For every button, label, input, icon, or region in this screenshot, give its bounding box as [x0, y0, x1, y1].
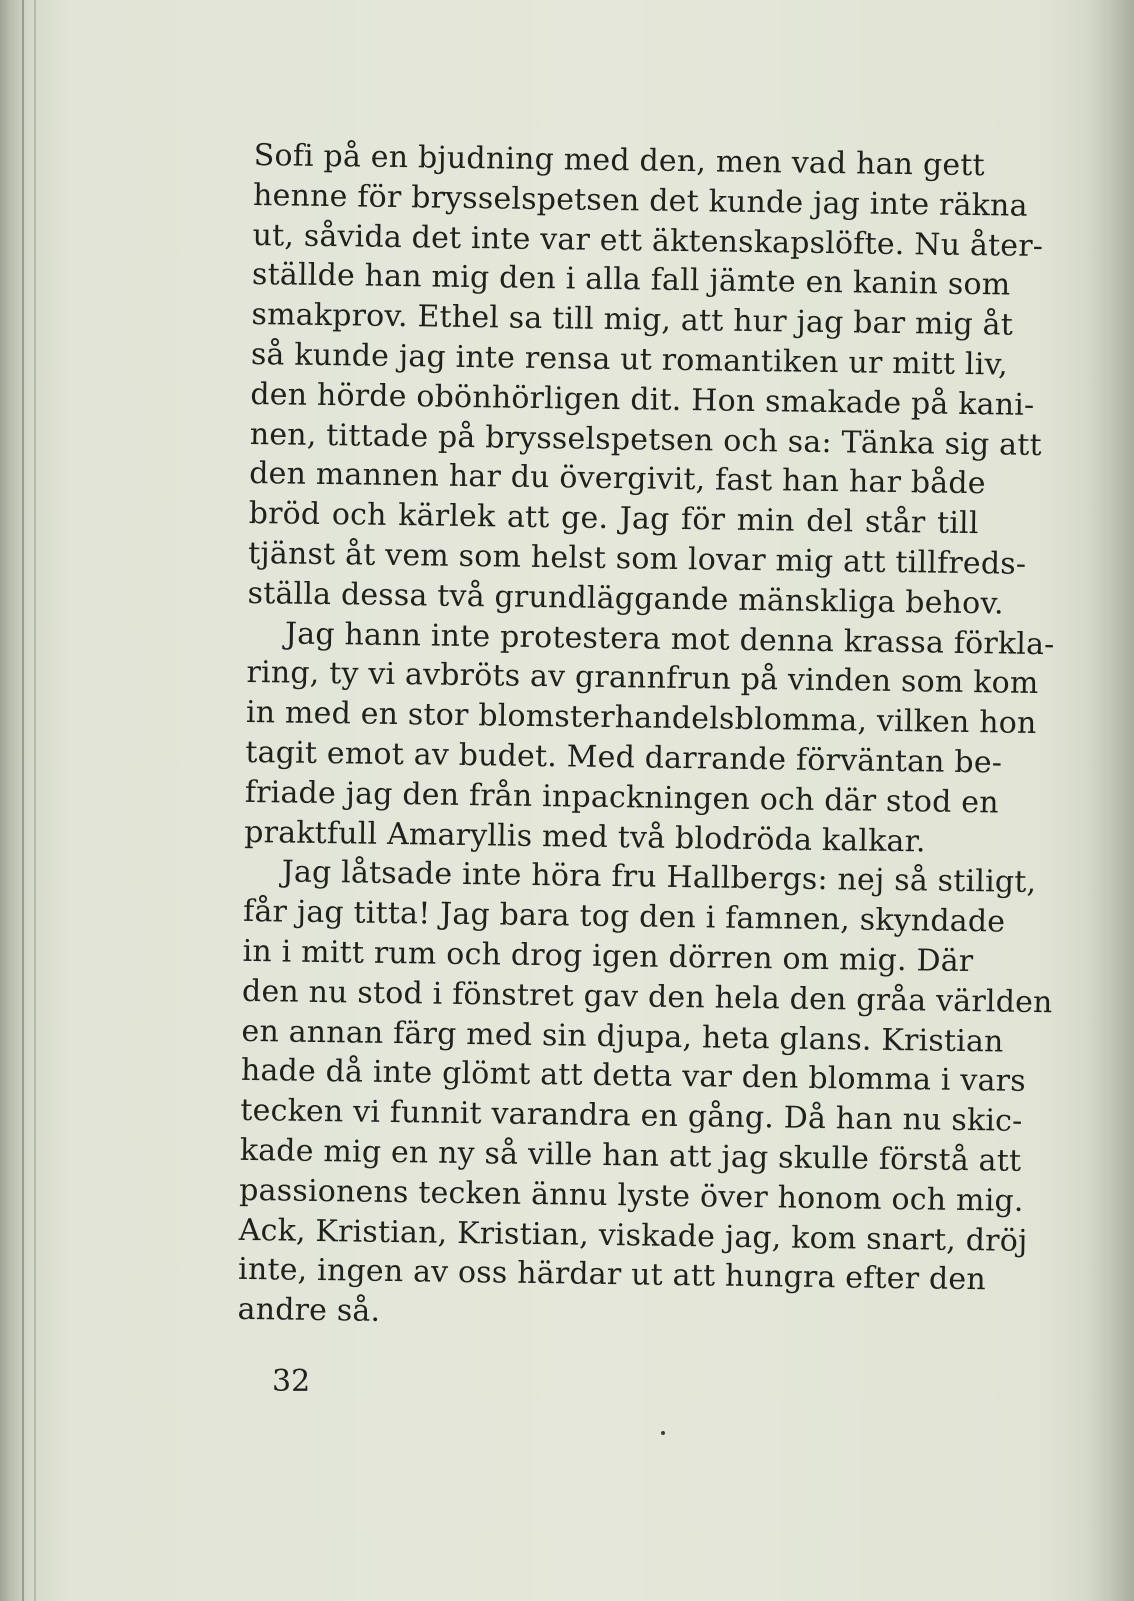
text-line: Jag hann inte protestera mot denna krassa förkla-	[284, 616, 1055, 662]
text-line: den hörde obönhörligen dit. Hon smakade på kani-	[250, 376, 1035, 423]
text-line: ring, ty vi avbröts av grannfrun på vinden som kom	[246, 655, 1039, 702]
binding-edge-line	[22, 0, 24, 1601]
page-number: 32	[272, 1364, 311, 1399]
text-line: smakprov. Ethel sa till mig, att hur jag bar mig åt	[251, 297, 1014, 343]
text-line: Sofi på en bjudning med den, men vad han gett	[253, 137, 986, 184]
text-line: friade jag den från inpackningen och där stod en	[244, 774, 1000, 821]
text-line: den nu stod i fönstret gav den hela den gråa världen	[241, 973, 1053, 1020]
text-line: kade mig en ny så ville han att jag skulle förstå att	[239, 1132, 1022, 1179]
text-line: tjänst åt vem som helst som lovar mig att tillfreds-	[247, 535, 1027, 582]
binding-edge-line-inner	[34, 0, 36, 1601]
text-line: ställde han mig den i alla fall jämte en kanin som	[251, 257, 1011, 303]
text-line: andre så.	[237, 1291, 381, 1329]
text-line: tagit emot av budet. Med darrande förväntan be-	[245, 734, 1003, 781]
text-line: ställa dessa två grundläggande mänskliga behov.	[247, 575, 1005, 622]
text-line: passionens tecken ännu lyste över honom och mig.	[239, 1172, 1024, 1219]
text-line: inte, ingen av oss härdar ut att hungra efter den	[237, 1252, 987, 1298]
text-line: hade då inte glömt att detta var den blomma i vars	[240, 1053, 1027, 1100]
paper-speck	[661, 1431, 665, 1435]
text-line: in med en stor blomsterhandelsblomma, vilken hon	[245, 695, 1037, 742]
text-line: praktfull Amaryllis med två blodröda kalkar.	[244, 814, 926, 859]
text-line: bröd och kärlek att ge. Jag för min del står till	[248, 496, 979, 542]
text-line: Ack, Kristian, Kristian, viskade jag, kom snart, dröj	[238, 1212, 1028, 1259]
text-line: den mannen har du övergivit, fast han har både	[249, 456, 986, 502]
text-line: får jag titta! Jag bara tog den i famnen, skyndade	[242, 894, 1006, 940]
body-text	[237, 136, 1055, 1340]
text-line: tecken vi funnit varandra en gång. Då han nu skic-	[240, 1093, 1023, 1139]
text-line: så kunde jag inte rensa ut romantiken ur mitt liv,	[250, 336, 1009, 383]
text-line: en annan färg med sin djupa, heta glans. Kristian	[241, 1013, 1004, 1060]
text-line: Jag låtsade inte höra fru Hallbergs: nej så stiligt,	[281, 854, 1037, 901]
text-line: in i mitt rum och drog igen dörren om mig. Där	[242, 933, 974, 980]
text-line: henne för brysselspetsen det kunde jag inte räkna	[252, 177, 1028, 224]
text-line: ut, såvida det inte var ett äktenskapslöfte. Nu åter-	[252, 217, 1044, 264]
text-line: nen, tittade på brysselspetsen och sa: Tänka sig att	[249, 416, 1043, 463]
